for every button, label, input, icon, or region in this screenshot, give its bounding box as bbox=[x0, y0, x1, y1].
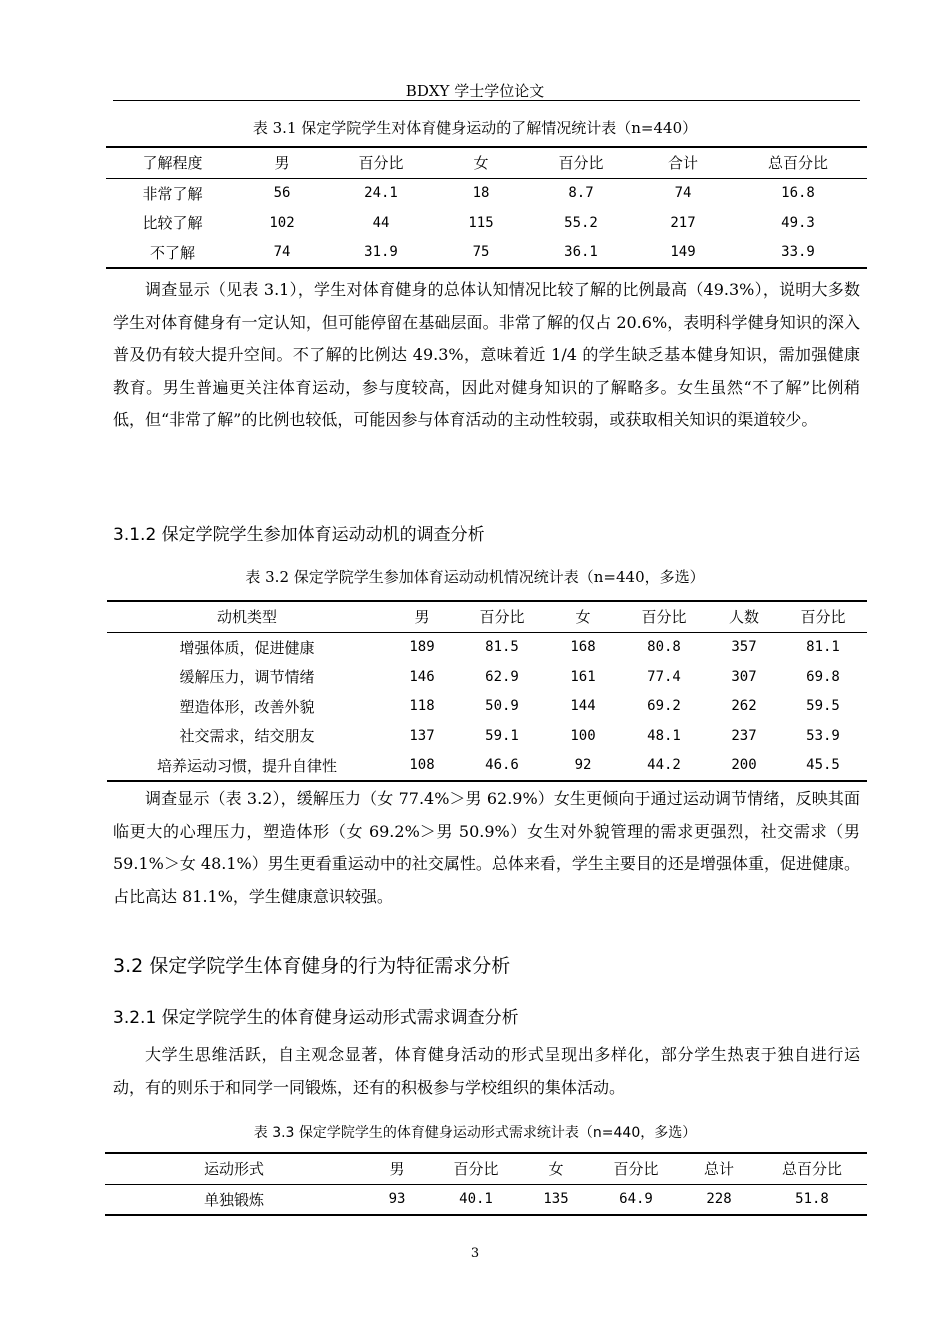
table2-column-header: 百分比 bbox=[457, 601, 547, 632]
table-cell: 46.6 bbox=[457, 751, 547, 782]
row-label-cell: 比较了解 bbox=[142, 214, 203, 233]
table1-column-header: 百分比 bbox=[525, 147, 637, 178]
table-row bbox=[107, 721, 867, 751]
table-cell: 237 bbox=[731, 727, 757, 744]
row-label-cell: 缓解压力，调节情绪 bbox=[179, 668, 315, 687]
table-cell: 16.8 bbox=[781, 185, 815, 202]
paragraph-2: 调查显示（表 3.2），缓解压力（女 77.4%＞男 62.9%）女生更倾向于通过运动调节情绪，反映其面临更大的心理压力，塑造体形（女 69.2%＞男 50.9%）女生对外貌管理的需求更强烈，社交需求（男 59.1%＞女 48.1%）男生更看重运动中的社交属性。总体来看，学生主要目的还是增强体重，促进健康。占比高达 81.1%，学生健康意识较强。 bbox=[113, 789, 860, 906]
row-label-cell: 增强体质，促进健康 bbox=[179, 638, 315, 657]
table-cell: 44.2 bbox=[619, 751, 709, 782]
table-cell: 307 bbox=[731, 668, 757, 685]
paragraph-3: 大学生思维活跃，自主观念显著，体育健身活动的形式呈现出多样化，部分学生热衷于独自进行运动，有的则乐于和同学一同锻炼，还有的积极参与学校组织的集体活动。 bbox=[113, 1045, 860, 1097]
row-label-cell: 社交需求，结交朋友 bbox=[179, 727, 315, 746]
row-label-cell: 单独锻炼 bbox=[105, 1184, 363, 1215]
table-cell: 59.5 bbox=[806, 698, 840, 715]
table-cell: 92 bbox=[547, 751, 619, 782]
table3-body bbox=[105, 1184, 867, 1215]
table1-column-header: 了解程度 bbox=[106, 147, 239, 178]
table1-column-header: 百分比 bbox=[325, 147, 437, 178]
header-rule bbox=[113, 100, 860, 101]
table1-column-header: 女 bbox=[437, 147, 525, 178]
table-cell: 49.3 bbox=[781, 214, 815, 231]
page-header: BDXY 学士学位论文 bbox=[405, 82, 545, 100]
table-cell: 146 bbox=[409, 668, 435, 685]
page-number: 3 bbox=[470, 1246, 480, 1261]
row-label-cell: 塑造体形，改善外貌 bbox=[179, 697, 315, 716]
table-cell: 62.9 bbox=[485, 668, 519, 685]
table3-column-header: 总百分比 bbox=[757, 1153, 867, 1184]
table3-column-header: 女 bbox=[521, 1153, 591, 1184]
table2-caption: 表 3.2 保定学院学生参加体育运动动机情况统计表（n=440，多选） bbox=[245, 568, 705, 586]
table-cell: 357 bbox=[731, 639, 757, 656]
table3-caption: 表 3.3 保定学院学生的体育健身运动形式需求统计表（n=440，多选） bbox=[253, 1125, 697, 1141]
table-cell: 44 bbox=[372, 214, 390, 231]
table3-column-header: 百分比 bbox=[431, 1153, 521, 1184]
table3-column-header: 运动形式 bbox=[105, 1153, 363, 1184]
table-cell: 118 bbox=[409, 698, 435, 715]
table-cell: 149 bbox=[637, 238, 729, 269]
table-cell: 161 bbox=[570, 668, 596, 685]
table-cell: 51.8 bbox=[757, 1184, 867, 1215]
table3-column-header: 总计 bbox=[681, 1153, 757, 1184]
table-cell: 31.9 bbox=[325, 238, 437, 269]
table-cell: 217 bbox=[670, 214, 696, 231]
table2-column-header: 男 bbox=[387, 601, 457, 632]
table-cell: 115 bbox=[468, 214, 494, 231]
table3-column-header: 男 bbox=[363, 1153, 431, 1184]
row-label-cell: 不了解 bbox=[106, 238, 239, 269]
table-cell: 168 bbox=[570, 639, 596, 656]
table-cell: 33.9 bbox=[729, 238, 867, 269]
table-cell: 40.1 bbox=[431, 1184, 521, 1215]
table-cell: 81.1 bbox=[806, 639, 840, 656]
table-row bbox=[105, 1184, 867, 1215]
table-cell: 200 bbox=[709, 751, 779, 782]
table3-column-header: 百分比 bbox=[591, 1153, 681, 1184]
table-row bbox=[107, 751, 867, 782]
table2-column-header: 百分比 bbox=[619, 601, 709, 632]
table-cell: 135 bbox=[521, 1184, 591, 1215]
table1-column-header: 合计 bbox=[637, 147, 729, 178]
table-cell: 262 bbox=[731, 698, 757, 715]
table-row bbox=[107, 692, 867, 722]
table-row bbox=[106, 208, 867, 238]
table-cell: 59.1 bbox=[485, 727, 519, 744]
table2-body bbox=[107, 632, 867, 781]
section-heading-3-2-1: 3.2.1 保定学院学生的体育健身运动形式需求调查分析 bbox=[113, 1008, 519, 1028]
table-cell: 93 bbox=[363, 1184, 431, 1215]
table-cell: 74 bbox=[239, 238, 325, 269]
table1-caption: 表 3.1 保定学院学生对体育健身运动的了解情况统计表（n=440） bbox=[252, 119, 698, 137]
table-row bbox=[106, 178, 867, 208]
table-cell: 80.8 bbox=[647, 639, 681, 656]
table1-header-row bbox=[106, 147, 867, 178]
table-cell: 228 bbox=[681, 1184, 757, 1215]
section-heading-3-1-2: 3.1.2 保定学院学生参加体育运动动机的调查分析 bbox=[113, 525, 485, 545]
table-cell: 53.9 bbox=[806, 727, 840, 744]
table-row bbox=[107, 632, 867, 662]
table-cell: 74 bbox=[674, 185, 692, 202]
table-cell: 77.4 bbox=[647, 668, 681, 685]
table-cell: 50.9 bbox=[485, 698, 519, 715]
table-cell: 69.8 bbox=[806, 668, 840, 685]
table-cell: 189 bbox=[409, 639, 435, 656]
table2-column-header: 百分比 bbox=[779, 601, 867, 632]
table-cell: 75 bbox=[437, 238, 525, 269]
table-cell: 144 bbox=[570, 698, 596, 715]
table2 bbox=[107, 600, 867, 782]
table-row bbox=[106, 238, 867, 269]
table1-column-header: 男 bbox=[239, 147, 325, 178]
table-cell: 55.2 bbox=[564, 214, 598, 231]
table-cell: 18 bbox=[472, 185, 490, 202]
table-cell: 108 bbox=[387, 751, 457, 782]
table1-body bbox=[106, 178, 867, 268]
table3-header-row bbox=[105, 1153, 867, 1184]
table1 bbox=[106, 146, 867, 269]
table3 bbox=[105, 1152, 867, 1216]
table-cell: 24.1 bbox=[364, 185, 398, 202]
table-cell: 48.1 bbox=[647, 727, 681, 744]
row-label-cell: 培养运动习惯，提升自律性 bbox=[107, 751, 387, 782]
table2-column-header: 女 bbox=[547, 601, 619, 632]
paragraph-1: 调查显示（见表 3.1），学生对体育健身的总体认知情况比较了解的比例最高（49.3%），说明大多数学生对体育健身有一定认知，但可能停留在基础层面。非常了解的仅占 20.6%，表明科学健身知识的深入普及仍有较大提升空间。不了解的比例达 49.3%，意味着近 1/4 的学生缺乏基本健身知识，需加强健康教育。男生普遍更关注体育运动，参与度较高，因此对健身知识的了解略多。女生虽然“不了解”比例稍低，但“非常了解”的比例也较低，可能因参与体育活动的主动性较弱，或获取相关知识的渠道较少。 bbox=[113, 280, 860, 429]
table-cell: 45.5 bbox=[779, 751, 867, 782]
table-cell: 137 bbox=[409, 727, 435, 744]
table2-header-row bbox=[107, 601, 867, 632]
table-cell: 8.7 bbox=[568, 185, 594, 202]
table-cell: 69.2 bbox=[647, 698, 681, 715]
table2-column-header: 人数 bbox=[709, 601, 779, 632]
row-label-cell: 非常了解 bbox=[142, 184, 203, 203]
section-heading-3-2: 3.2 保定学院学生体育健身的行为特征需求分析 bbox=[113, 955, 511, 977]
table-cell: 100 bbox=[570, 727, 596, 744]
table-cell: 56 bbox=[273, 185, 291, 202]
table1-column-header: 总百分比 bbox=[729, 147, 867, 178]
table-cell: 36.1 bbox=[525, 238, 637, 269]
table2-column-header: 动机类型 bbox=[107, 601, 387, 632]
table-cell: 64.9 bbox=[591, 1184, 681, 1215]
table-row bbox=[107, 662, 867, 692]
table-cell: 102 bbox=[269, 214, 295, 231]
table-cell: 81.5 bbox=[485, 639, 519, 656]
